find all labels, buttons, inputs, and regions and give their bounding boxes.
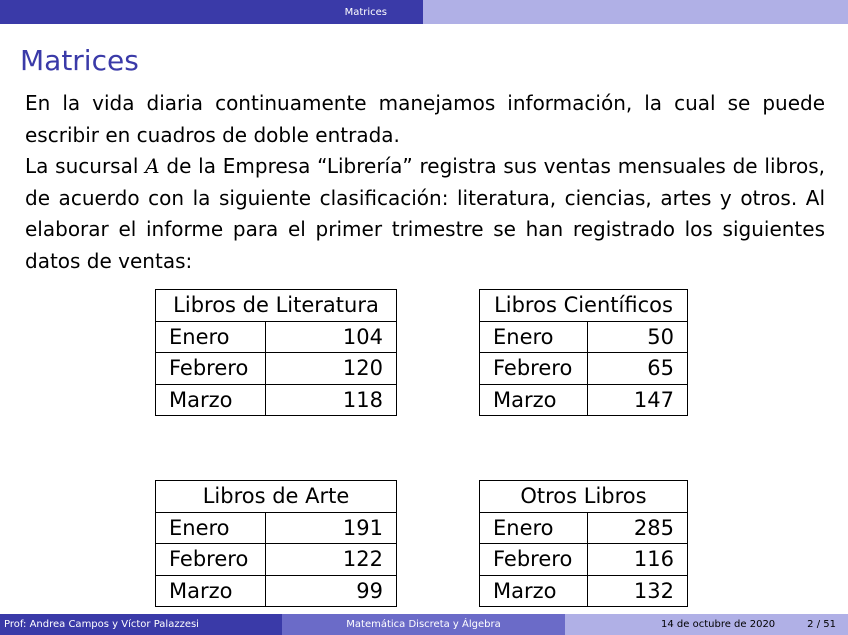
value-cell: 147: [588, 384, 688, 416]
paragraph-2-start: La sucursal: [25, 154, 146, 178]
footer-date-page: [565, 614, 848, 635]
body-text: [25, 88, 825, 277]
table-row: [480, 575, 688, 607]
table-row: [480, 544, 688, 576]
table-row: [156, 544, 397, 576]
table-cientificos: [479, 289, 688, 416]
table-row: [480, 384, 688, 416]
value-cell: 285: [588, 512, 688, 544]
month-cell: Enero: [480, 512, 588, 544]
value-cell: 99: [266, 575, 397, 607]
table-row: [156, 512, 397, 544]
table-title: Libros de Literatura: [156, 290, 397, 322]
value-cell: 120: [266, 353, 397, 385]
month-cell: Marzo: [156, 384, 266, 416]
table-row: [480, 512, 688, 544]
table-literatura: [155, 289, 397, 416]
paragraph-2: [25, 151, 825, 277]
month-cell: Febrero: [156, 353, 266, 385]
table-row: [480, 353, 688, 385]
footer-bar: [0, 614, 848, 635]
table-arte: [155, 480, 397, 607]
table-row: [156, 575, 397, 607]
month-cell: Enero: [156, 512, 266, 544]
frame-title: Matrices: [20, 44, 139, 77]
table-otros: [479, 480, 688, 607]
header-section-label: Matrices: [344, 6, 387, 18]
value-cell: 104: [266, 321, 397, 353]
value-cell: 65: [588, 353, 688, 385]
value-cell: 116: [588, 544, 688, 576]
table-title: Libros de Arte: [156, 481, 397, 513]
footer-authors[interactable]: Prof: Andrea Campos y Víctor Palazzesi: [0, 614, 282, 635]
month-cell: Febrero: [156, 544, 266, 576]
value-cell: 132: [588, 575, 688, 607]
value-cell: 122: [266, 544, 397, 576]
month-cell: Enero: [480, 321, 588, 353]
table-row: [156, 321, 397, 353]
header-section-title[interactable]: [0, 0, 423, 24]
paragraph-2-end: de la Empresa “Librería” registra sus ventas mensuales de libros, de acuerdo con la siguiente clasificación: literatura, ciencias, artes y otros. Al elaborar el informe para el primer trimestre se han registrado los siguientes datos de ventas:: [25, 154, 825, 273]
value-cell: 191: [266, 512, 397, 544]
footer-course[interactable]: Matemática Discreta y Álgebra: [282, 614, 565, 635]
footer-page-number: 2 / 51: [807, 619, 836, 630]
month-cell: Febrero: [480, 544, 588, 576]
month-cell: Enero: [156, 321, 266, 353]
table-row: [480, 321, 688, 353]
table-row: [156, 353, 397, 385]
table-title: Libros Científicos: [480, 290, 688, 322]
header-bar-right: [423, 0, 848, 24]
table-row: [156, 384, 397, 416]
value-cell: 50: [588, 321, 688, 353]
paragraph-1: En la vida diaria continuamente manejamos información, la cual se puede escribir en cuadros de doble entrada.: [25, 91, 825, 147]
value-cell: 118: [266, 384, 397, 416]
header-bar: [0, 0, 848, 24]
month-cell: Marzo: [480, 575, 588, 607]
math-variable-a: A: [145, 154, 160, 178]
month-cell: Marzo: [480, 384, 588, 416]
month-cell: Febrero: [480, 353, 588, 385]
footer-date: 14 de octubre de 2020: [661, 619, 776, 630]
month-cell: Marzo: [156, 575, 266, 607]
table-title: Otros Libros: [480, 481, 688, 513]
